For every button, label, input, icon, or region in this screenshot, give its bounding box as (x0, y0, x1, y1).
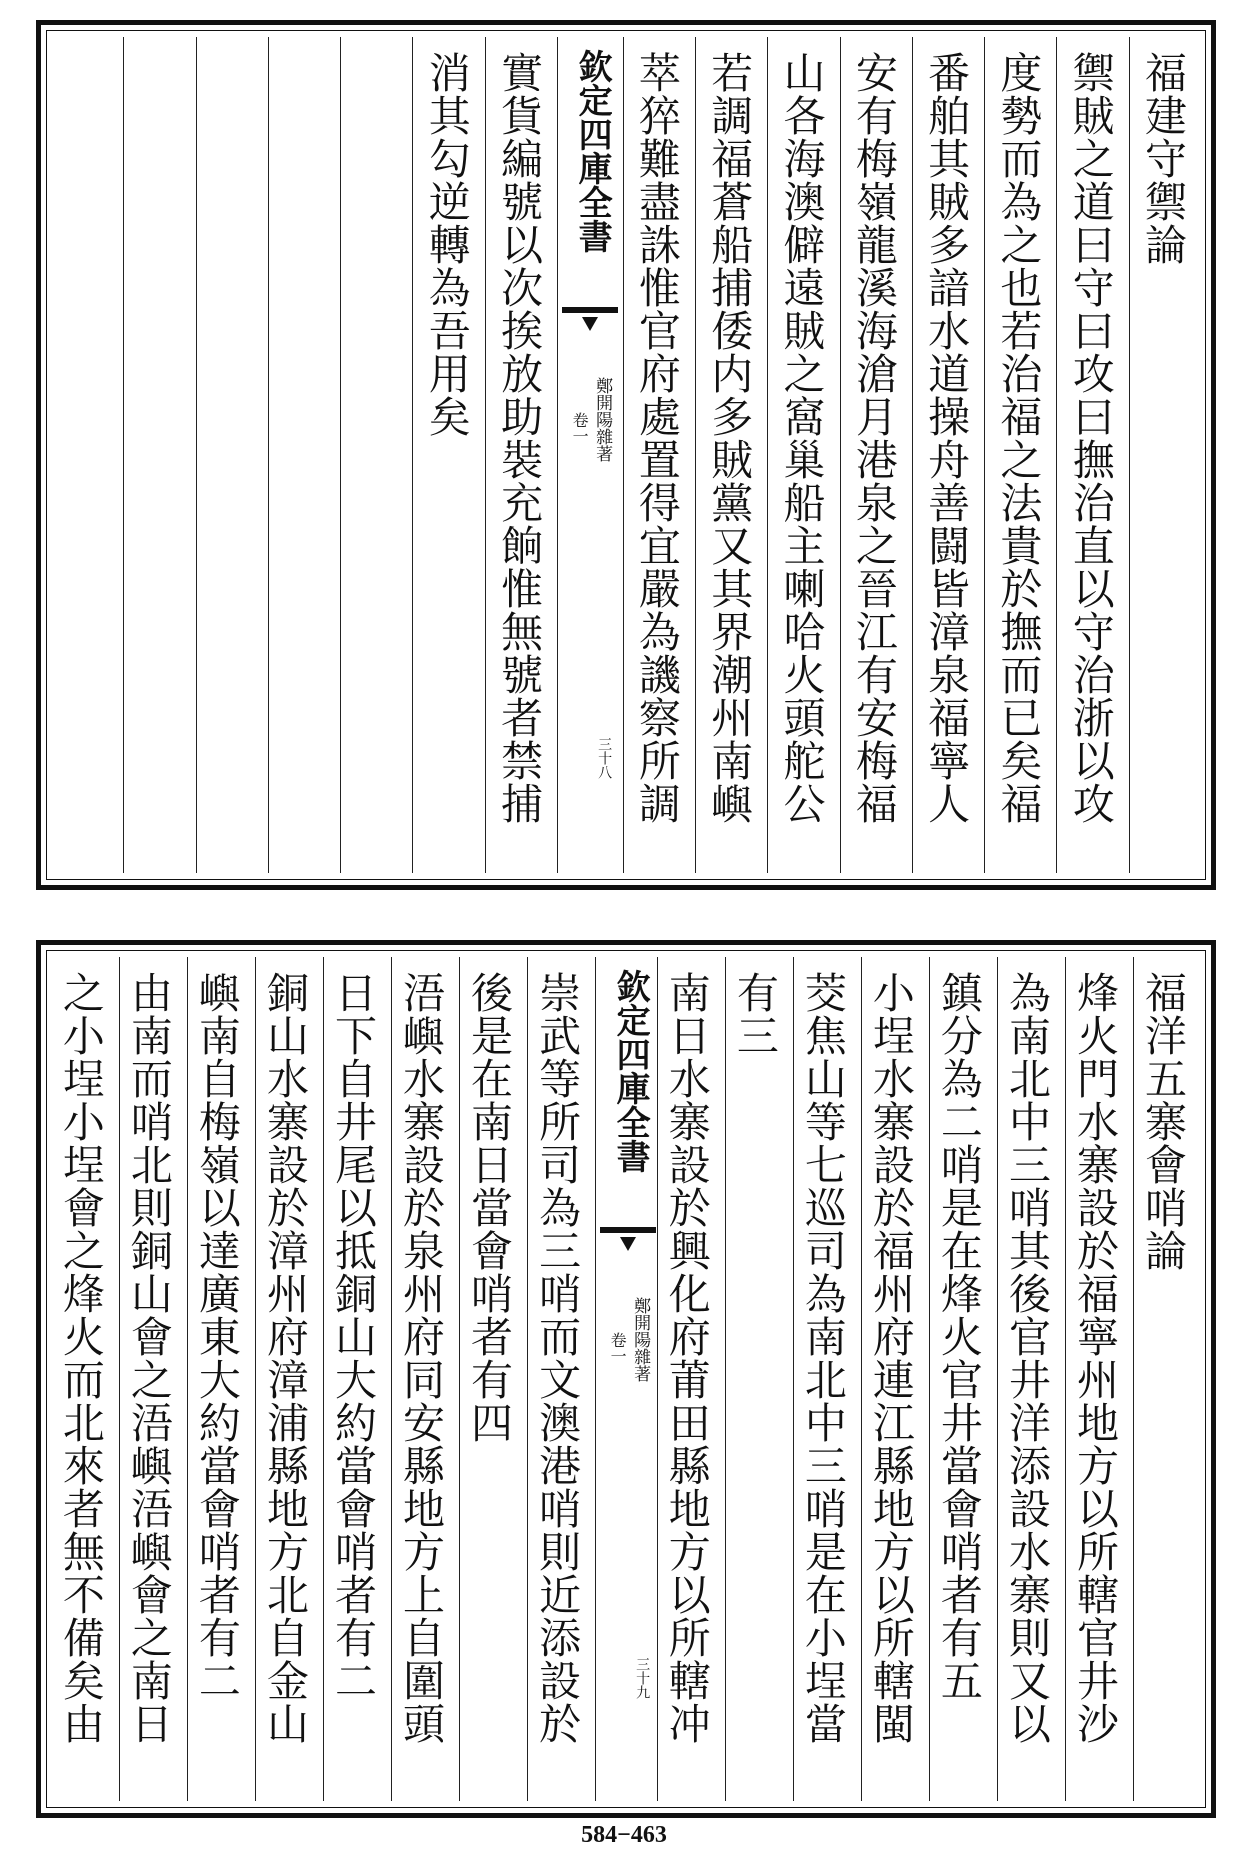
center-fold-column (557, 37, 623, 873)
text-column (695, 37, 767, 873)
section-title: 福建守禦論 (1139, 51, 1188, 266)
author-label: 鄭開陽雜著 (630, 1297, 651, 1382)
text-column (391, 957, 459, 1801)
text-column (861, 957, 929, 1801)
empty-column (196, 37, 268, 873)
title-column (1129, 37, 1201, 873)
text-line: 番舶其賊多諳水道操舟善闘皆漳泉福寧人 (922, 51, 972, 825)
page-bottom-columns (51, 957, 1201, 1801)
text-column (119, 957, 187, 1801)
book-title: 欽定四庫全書 (572, 49, 613, 253)
text-column (767, 37, 839, 873)
page-top (36, 20, 1216, 890)
text-line: 南日水寨設於興化府莆田縣地方以所轄冲 (662, 971, 712, 1745)
section-title: 福洋五寨會哨論 (1139, 971, 1188, 1272)
fish-tail-mark (562, 307, 618, 343)
text-line: 之小埕小埕會之烽火而北來者無不備矣由 (56, 971, 106, 1745)
text-line: 消其勾逆轉為吾用矣 (422, 51, 472, 438)
text-column (485, 37, 557, 873)
text-column (997, 957, 1065, 1801)
text-line: 實貨編號以次挨放助裝充餉惟無號者禁捕 (495, 51, 545, 825)
book-title: 欽定四庫全書 (610, 969, 651, 1173)
text-column (929, 957, 997, 1801)
text-column (412, 37, 484, 873)
text-column (793, 957, 861, 1801)
text-line: 由南而哨北則銅山會之浯嶼浯嶼會之南日 (124, 971, 174, 1745)
empty-column (268, 37, 340, 873)
text-line: 安有梅嶺龍溪海滄月港泉之晉江有安梅福 (849, 51, 899, 825)
text-line: 有三 (730, 971, 780, 1057)
volume-label: 卷一 (570, 412, 590, 444)
text-line: 萃猝難盡誅惟官府處置得宜嚴為譏察所調 (632, 51, 682, 825)
text-column (623, 37, 695, 873)
text-column (1056, 37, 1128, 873)
text-column (459, 957, 527, 1801)
text-line: 度勢而為之也若治福之法貴於撫而已矣福 (994, 51, 1044, 825)
page-footer-number: 584−463 (581, 1822, 667, 1848)
title-column (1133, 957, 1201, 1801)
page-bottom (36, 940, 1216, 1818)
text-line: 日下自井尾以抵銅山大約當會哨者有二 (328, 971, 378, 1702)
text-line: 崇武等所司為三哨而文澳港哨則近添設於 (533, 971, 583, 1745)
text-column (657, 957, 725, 1801)
center-fold-column (595, 957, 657, 1801)
text-line: 烽火門水寨設於福寧州地方以所轄官井沙 (1070, 971, 1120, 1745)
text-line: 小埕水寨設於福州府連江縣地方以所轄閩 (866, 971, 916, 1745)
empty-column (51, 37, 123, 873)
volume-label: 卷一 (608, 1332, 628, 1364)
text-column (51, 957, 119, 1801)
page-top-columns (51, 37, 1201, 873)
empty-column (340, 37, 412, 873)
text-line: 若調福蒼船捕倭内多賊黨又其界潮州南嶼 (705, 51, 755, 825)
page-number: 三十九 (634, 1657, 651, 1699)
text-line: 銅山水寨設於漳州府漳浦縣地方北自金山 (260, 971, 310, 1745)
text-line: 茭焦山等七巡司為南北中三哨是在小埕當 (798, 971, 848, 1745)
text-line: 後是在南日當會哨者有四 (465, 971, 515, 1444)
text-column (840, 37, 912, 873)
text-line: 山各海澳僻遠賊之窩巢船主喇哈火頭舵公 (777, 51, 827, 825)
text-line: 浯嶼水寨設於泉州府同安縣地方上自圍頭 (397, 971, 446, 1745)
text-column (725, 957, 793, 1801)
text-column (187, 957, 255, 1801)
text-column (1065, 957, 1133, 1801)
text-column (255, 957, 323, 1801)
text-column (984, 37, 1056, 873)
text-line: 嶼南自梅嶺以達廣東大約當會哨者有二 (192, 971, 242, 1702)
author-label: 鄭開陽雜著 (592, 377, 613, 462)
text-column (323, 957, 391, 1801)
empty-column (123, 37, 195, 873)
text-line: 為南北中三哨其後官井洋添設水寨則又以 (1002, 971, 1052, 1745)
text-line: 禦賊之道曰守曰攻曰撫治直以守治浙以攻 (1066, 51, 1116, 825)
text-column (912, 37, 984, 873)
text-column (527, 957, 595, 1801)
fish-tail-mark (600, 1227, 656, 1263)
text-line: 鎮分為二哨是在烽火官井當會哨者有五 (934, 971, 984, 1702)
page-number: 三十八 (596, 737, 613, 779)
